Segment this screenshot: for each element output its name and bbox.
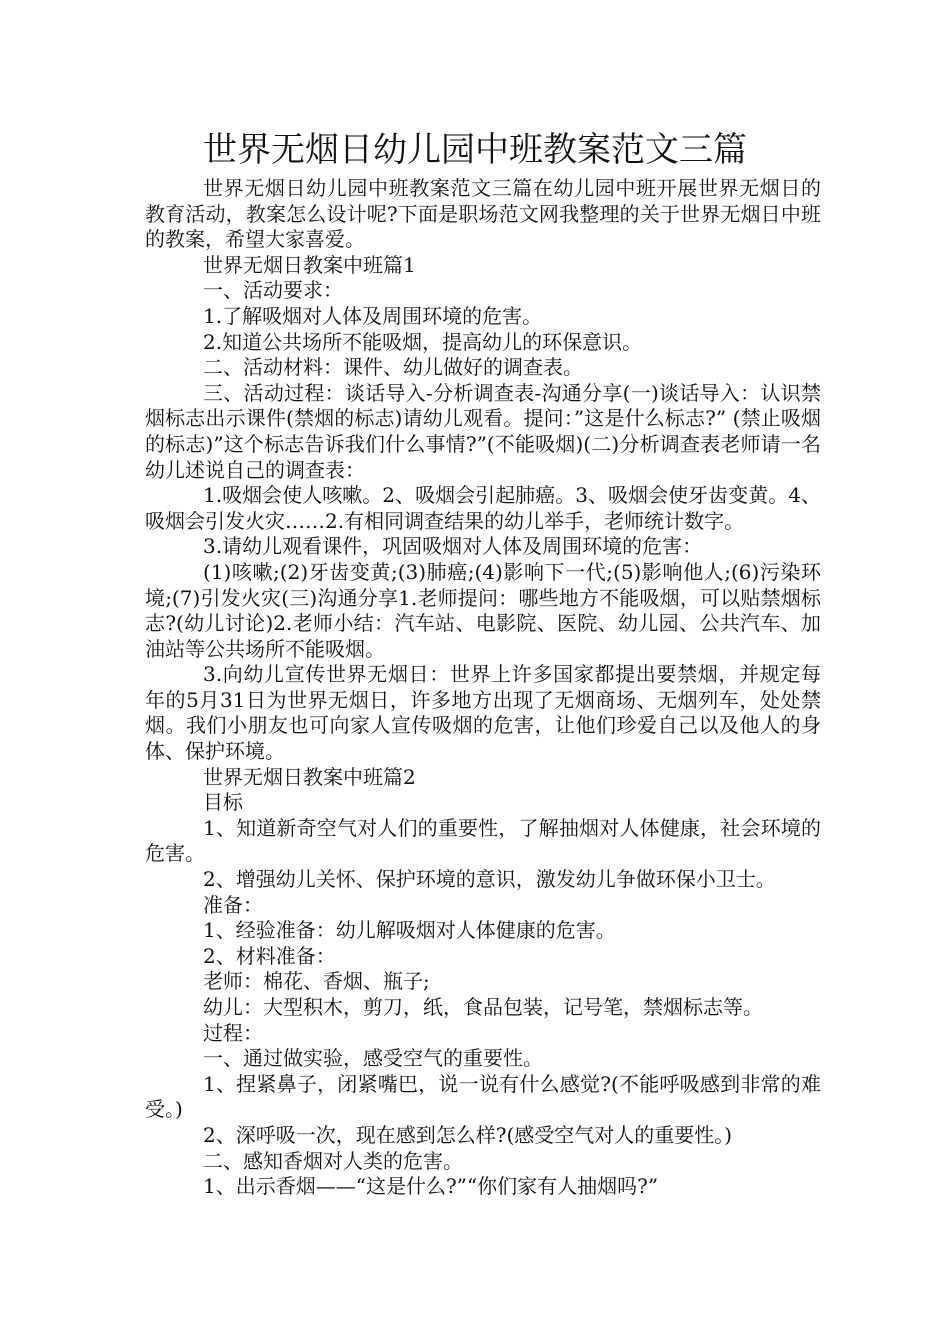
paragraph: (1)咳嗽;(2)牙齿变黄;(3)肺癌;(4)影响下一代;(5)影响他人;(6)污染环境;(7)引发火灾(三)沟通分享1.老师提问：哪些地方不能吸烟，可以贴禁烟标志?(幼儿讨论)2.老师小结：汽车站、电影院、医院、幼儿园、公共汽车、加油站等公共场所不能吸烟。 xyxy=(145,559,821,661)
paragraph: 1、出示香烟——“这是什么?”“你们家有人抽烟吗?” xyxy=(203,1174,659,1199)
paragraph: 三、活动过程：谈话导入-分析调查表-沟通分享(一)谈话导入：认识禁烟标志出示课件(禁烟的标志)请幼儿观看。提问：”这是什么标志?” (禁止吸烟的标志)”这个标志告诉我们什么事情?”(不能吸烟)(二)分析调查表老师请一名幼儿述说自己的调查表： xyxy=(145,380,821,482)
paragraph: 3.请幼儿观看课件，巩固吸烟对人体及周围环境的危害： xyxy=(203,534,703,559)
paragraph: 世界无烟日幼儿园中班教案范文三篇在幼儿园中班开展世界无烟日的教育活动，教案怎么设计呢?下面是职场范文网我整理的关于世界无烟日中班的教案，希望大家喜爱。 xyxy=(145,176,821,252)
section-heading: 世界无烟日教案中班篇1 xyxy=(203,252,416,277)
paragraph: 一、活动要求： xyxy=(203,278,343,303)
paragraph: 准备： xyxy=(203,892,263,917)
paragraph: 老师：棉花、香烟、瓶子; xyxy=(203,969,430,994)
paragraph: 1.吸烟会使人咳嗽。2、吸烟会引起肺癌。3、吸烟会使牙齿变黄。4、吸烟会引发火灾……2.有相同调查结果的幼儿举手，老师统计数字。 xyxy=(145,483,821,533)
paragraph: 目标 xyxy=(203,790,243,815)
paragraph: 2.知道公共场所不能吸烟，提高幼儿的环保意识。 xyxy=(203,329,643,354)
document-body xyxy=(145,176,821,1200)
paragraph: 1.了解吸烟对人体及周围环境的危害。 xyxy=(203,303,543,328)
section-heading: 世界无烟日教案中班篇2 xyxy=(203,764,416,789)
paragraph: 1、知道新奇空气对人们的重要性，了解抽烟对人体健康，社会环境的危害。 xyxy=(145,815,821,866)
paragraph: 二、活动材料：课件、幼儿做好的调查表。 xyxy=(203,355,583,380)
paragraph: 二、感知香烟对人类的危害。 xyxy=(203,1148,463,1173)
paragraph: 3.向幼儿宣传世界无烟日：世界上许多国家都提出要禁烟，并规定每年的5月31日为世界无烟日，许多地方出现了无烟商场、无烟列车，处处禁烟。我们小朋友也可向家人宣传吸烟的危害，让他们珍爱自己以及他人的身体、保护环境。 xyxy=(145,662,821,764)
paragraph: 2、增强幼儿关怀、保护环境的意识，激发幼儿争做环保小卫士。 xyxy=(203,867,776,892)
paragraph: 1、经验准备：幼儿解吸烟对人体健康的危害。 xyxy=(203,918,616,943)
paragraph: 1、捏紧鼻子，闭紧嘴巴，说一说有什么感觉?(不能呼吸感到非常的难受。) xyxy=(145,1071,821,1122)
paragraph: 2、深呼吸一次，现在感到怎么样?(感受空气对人的重要性。) xyxy=(203,1122,733,1147)
paragraph: 过程： xyxy=(203,1020,263,1045)
paragraph: 2、材料准备： xyxy=(203,943,336,968)
paragraph: 幼儿：大型积木，剪刀，纸，食品包装，记号笔，禁烟标志等。 xyxy=(203,995,763,1019)
document-title: 世界无烟日幼儿园中班教案范文三篇 xyxy=(203,130,747,170)
paragraph: 一、通过做实验，感受空气的重要性。 xyxy=(203,1046,543,1071)
